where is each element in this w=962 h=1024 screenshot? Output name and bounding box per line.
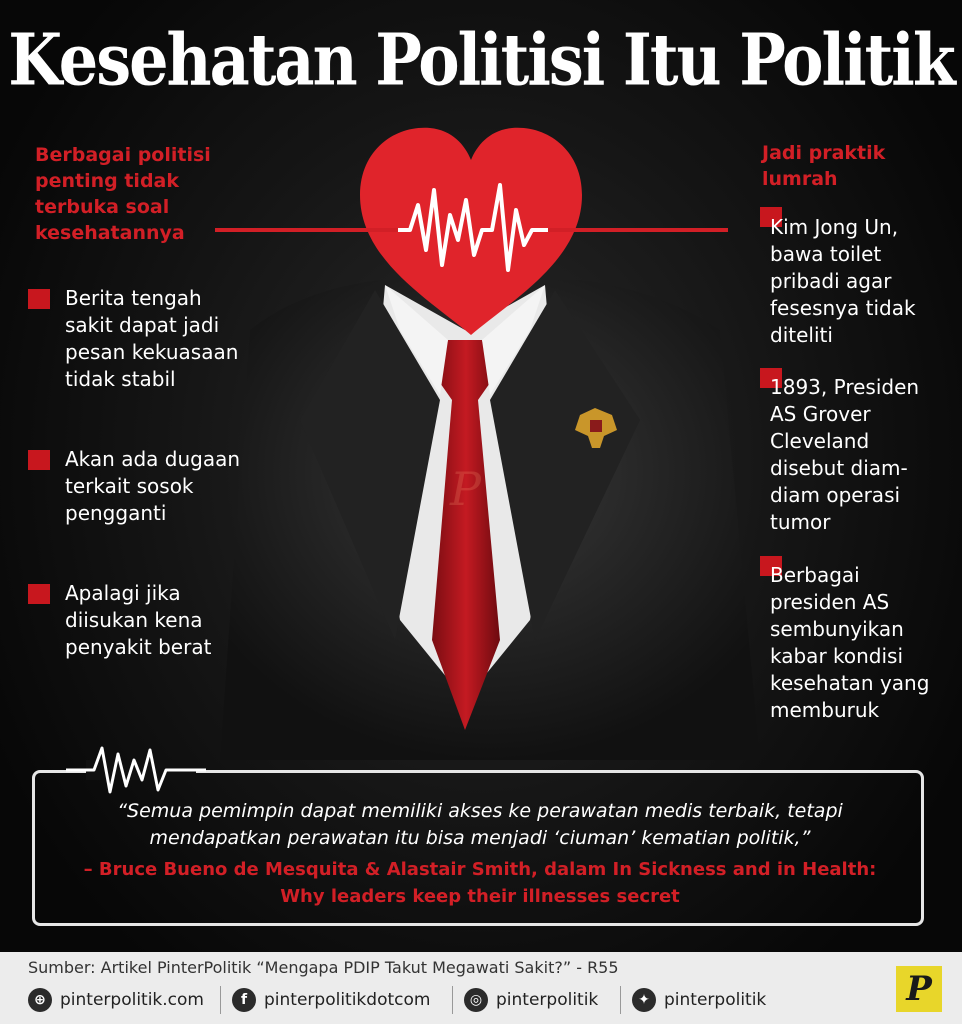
twitter-icon: ✦ [632, 988, 656, 1012]
right-item-1: Kim Jong Un, bawa toilet pribadi agar fesesnya tidak diteliti [770, 215, 916, 347]
globe-icon: ⊕ [28, 988, 52, 1012]
quote-text: “Semua pemimpin dapat memiliki akses ke perawatan medis terbaik, tetapi mendapatkan perawatan itu bisa menjadi ‘ciuman’ kematian politik,” [117, 800, 843, 849]
pinterpolitik-logo: P [896, 966, 942, 1012]
divider [452, 986, 453, 1014]
watermark-logo: P [450, 462, 481, 516]
right-heading: Jadi praktik lumrah [762, 142, 886, 190]
social-twitter[interactable]: ✦ pinterpolitik [632, 988, 766, 1012]
bullet-icon [28, 289, 50, 309]
page-title: Kesehatan Politisi Itu Politik [8, 18, 954, 102]
left-item-1: Berita tengah sakit dapat jadi pesan kekuasaan tidak stabil [65, 286, 239, 391]
left-item-2: Akan ada dugaan terkait sosok pengganti [65, 447, 241, 525]
quote-author: – Bruce Bueno de Mesquita & Alastair Smith, dalam In Sickness and in Health: Why leaders keep their illnesses secret [83, 859, 877, 907]
left-heading: Berbagai politisi penting tidak terbuka soal kesehatannya [35, 144, 211, 244]
right-item-3: Berbagai presiden AS sembunyikan kabar kondisi kesehatan yang memburuk [770, 563, 930, 722]
social-website[interactable]: ⊕ pinterpolitik.com [28, 988, 204, 1012]
bullet-icon [28, 584, 50, 604]
right-item-2: 1893, Presiden AS Grover Cleveland disebut diam- diam operasi tumor [770, 375, 920, 534]
divider [620, 986, 621, 1014]
left-item-3: Apalagi jika diisukan kena penyakit berat [65, 581, 212, 659]
bullet-icon [28, 450, 50, 470]
divider [220, 986, 221, 1014]
instagram-icon: ◎ [464, 988, 488, 1012]
social-facebook[interactable]: f pinterpolitikdotcom [232, 988, 430, 1012]
social-instagram[interactable]: ◎ pinterpolitik [464, 988, 598, 1012]
heartbeat-icon [66, 740, 206, 800]
source-text: Sumber: Artikel PinterPolitik “Mengapa PDIP Takut Megawati Sakit?” - R55 [28, 958, 619, 977]
facebook-icon: f [232, 988, 256, 1012]
